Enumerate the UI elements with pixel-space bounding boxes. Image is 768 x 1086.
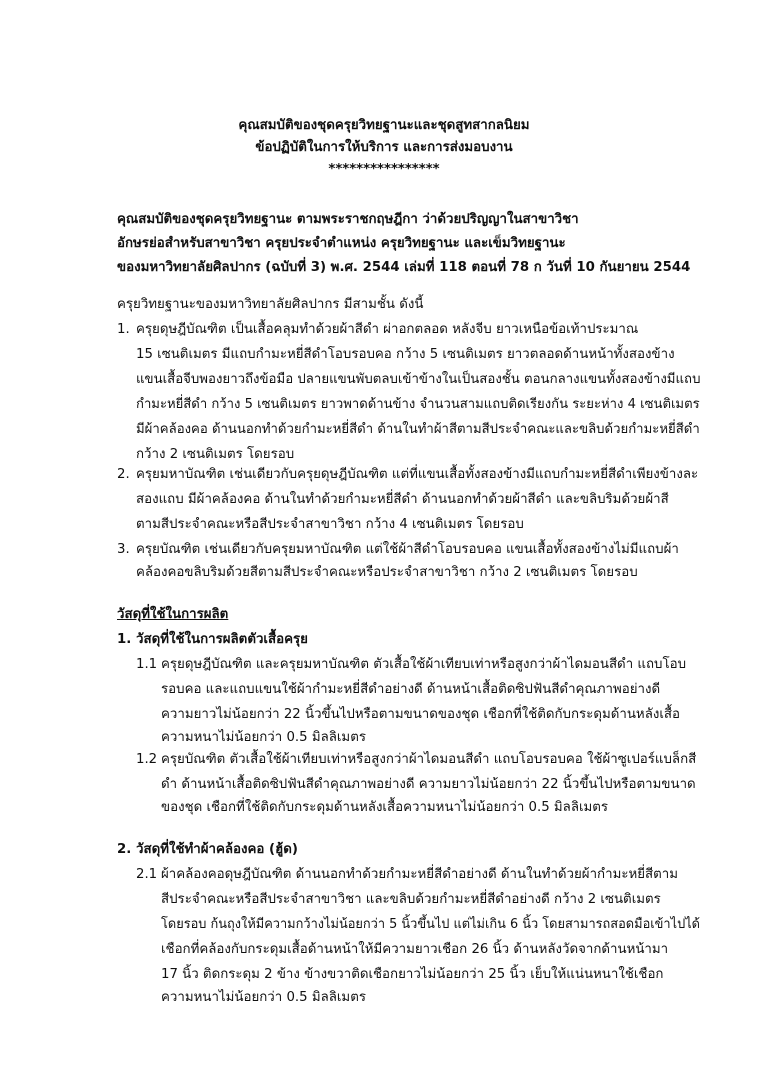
list-number: 1. [117,322,130,337]
list-item-line: กว้าง 2 เซนติเมตร โดยรอบ [136,447,295,462]
title-stars: **************** [328,162,440,177]
list-item-line: ครุยดุษฎีบัณฑิต เป็นเสื้อคลุมทำด้วยผ้าสีดำ ผ่าอกตลอด หลังจีบ ยาวเหนือข้อเท้าประมาณ [136,322,639,337]
list-item-line: สองแถบ มีผ้าคล้องคอ ด้านในทำด้วยกำมะหยี่สีดำ ด้านนอกทำด้วยผ้าสีดำ และขลิบริมด้วยผ้าสี [136,492,669,507]
section-title: วัสดุที่ใช้ในการผลิตตัวเสื้อครุย [136,632,308,647]
item-line: ความหนาไม่น้อยกว่า 0.5 มิลลิเมตร [161,730,366,745]
item-number: 2.1 [136,867,158,882]
list-item-line: มีผ้าคล้องคอ ด้านนอกทำด้วยกำมะหยี่สีดำ ด้านในทำผ้าสีตามสีประจำคณะและขลิบด้วยกำมะหยี่สีดำ [136,422,700,437]
list-item-line: กำมะหยี่สีดำ กว้าง 5 เซนติเมตร ยาวพาดด้านข้าง จำนวนสามแถบติดเรียงกัน ระยะห่าง 4 เซนติเมตร [136,397,700,412]
materials-heading: วัสดุที่ใช้ในการผลิต [117,607,229,622]
title-line-2: ข้อปฏิบัติในการให้บริการ และการส่งมอบงาน [255,140,513,155]
item-line: ความยาวไม่น้อยกว่า 22 นิ้วขึ้นไปหรือตามขนาดของชุด เชือกที่ใช้ติดกับกระดุมด้านหลังเสื้อ [161,707,680,722]
item-line: สีประจำคณะหรือสีประจำสาขาวิชา และขลิบด้วยกำมะหยี่สีดำอย่างดี กว้าง 2 เซนติเมตร [161,892,661,907]
decree-line-2: อักษรย่อสำหรับสาขาวิชา ครุยประจำตำแหน่ง ครุยวิทยฐานะ และเข็มวิทยฐานะ [117,236,566,251]
decree-line-1: คุณสมบัติของชุดครุยวิทยฐานะ ตามพระราชกฤษฎีกา ว่าด้วยปริญญาในสาขาวิชา [117,212,579,227]
item-line: 17 นิ้ว ติดกระดุม 2 ข้าง ข้างขวาติดเชือกยาวไม่น้อยกว่า 25 นิ้ว เย็บให้แน่นหนาใช้เชือก [161,967,664,982]
decree-line-3: ของมหาวิทยาลัยศิลปากร (ฉบับที่ 3) พ.ศ. 2544 เล่มที่ 118 ตอนที่ 78 ก วันที่ 10 กันยายน 2544 [117,260,691,275]
section-title: วัสดุที่ใช้ทำผ้าคล้องคอ (ฮู้ด) [136,842,298,857]
item-number: 1.2 [136,752,158,767]
list-number: 3. [117,542,130,557]
section-number: 2. [117,842,132,857]
item-line: ดำ ด้านหน้าเสื้อติดซิปฟันสีดำคุณภาพอย่างดี ความยาวไม่น้อยกว่า 22 นิ้วขึ้นไปหรือตามขนาด [161,777,696,792]
item-line: ครุยบัณฑิต ตัวเสื้อใช้ผ้าเทียบเท่าหรือสูงกว่าผ้าไดมอนสีดำ แถบโอบรอบคอ ใช้ผ้าซูเปอร์แบล็กสี [161,752,697,767]
item-line: เชือกที่คล้องกับกระดุมเสื้อด้านหน้าให้มีความยาวเชือก 26 นิ้ว ด้านหลังวัดจากด้านหน้ามา [161,942,669,957]
list-item-line: แขนเสื้อจีบพองยาวถึงข้อมือ ปลายแขนพับตลบเข้าข้างในเป็นสองชั้น ตอนกลางแขนทั้งสองข้างมีแถบ [136,372,701,387]
item-line: รอบคอ และแถบแขนใช้ผ้ากำมะหยี่สีดำอย่างดี ด้านหน้าเสื้อติดซิปฟันสีดำคุณภาพอย่างดี [161,682,661,697]
list-item-line: คล้องคอขลิบริมด้วยสีตามสีประจำคณะหรือประจำสาขาวิชา กว้าง 2 เซนติเมตร โดยรอบ [136,565,638,580]
intro-text: ครุยวิทยฐานะของมหาวิทยาลัยศิลปากร มีสามชั้น ดังนี้ [117,297,424,312]
list-item-line: ครุยบัณฑิต เช่นเดียวกับครุยมหาบัณฑิต แต่ใช้ผ้าสีดำโอบรอบคอ แขนเสื้อทั้งสองข้างไม่มีแถบผ้า [136,542,679,557]
list-number: 2. [117,467,130,482]
item-line: โดยรอบ ก้นถุงให้มีความกว้างไม่น้อยกว่า 5 นิ้วขึ้นไป แต่ไม่เกิน 6 นิ้ว โดยสามารถสอดมือเข้าไปได้ [161,917,700,932]
item-line: ของชุด เชือกที่ใช้ติดกับกระดุมด้านหลังเสื้อความหนาไม่น้อยกว่า 0.5 มิลลิเมตร [161,800,609,815]
item-line: ความหนาไม่น้อยกว่า 0.5 มิลลิเมตร [161,990,366,1005]
item-line: ผ้าคล้องคอดุษฎีบัณฑิต ด้านนอกทำด้วยกำมะหยี่สีดำอย่างดี ด้านในทำด้วยผ้ากำมะหยี่สีตาม [161,867,679,882]
list-item-line: ตามสีประจำคณะหรือสีประจำสาขาวิชา กว้าง 4 เซนติเมตร โดยรอบ [136,517,524,532]
section-number: 1. [117,632,132,647]
list-item-line: ครุยมหาบัณฑิต เช่นเดียวกับครุยดุษฎีบัณฑิต แต่ที่แขนเสื้อทั้งสองข้างมีแถบกำมะหยี่สีดำเพียงข้างละ [136,467,699,482]
item-line: ครุยดุษฎีบัณฑิต และครุยมหาบัณฑิต ตัวเสื้อใช้ผ้าเทียบเท่าหรือสูงกว่าผ้าไดมอนสีดำ แถบโอบ [161,657,687,672]
title-line-1: คุณสมบัติของชุดครุยวิทยฐานะและชุดสูทสากลนิยม [238,118,530,133]
list-item-line: 15 เซนติเมตร มีแถบกำมะหยี่สีดำโอบรอบคอ กว้าง 5 เซนติเมตร ยาวตลอดด้านหน้าทั้งสองข้าง [136,347,675,362]
item-number: 1.1 [136,657,158,672]
